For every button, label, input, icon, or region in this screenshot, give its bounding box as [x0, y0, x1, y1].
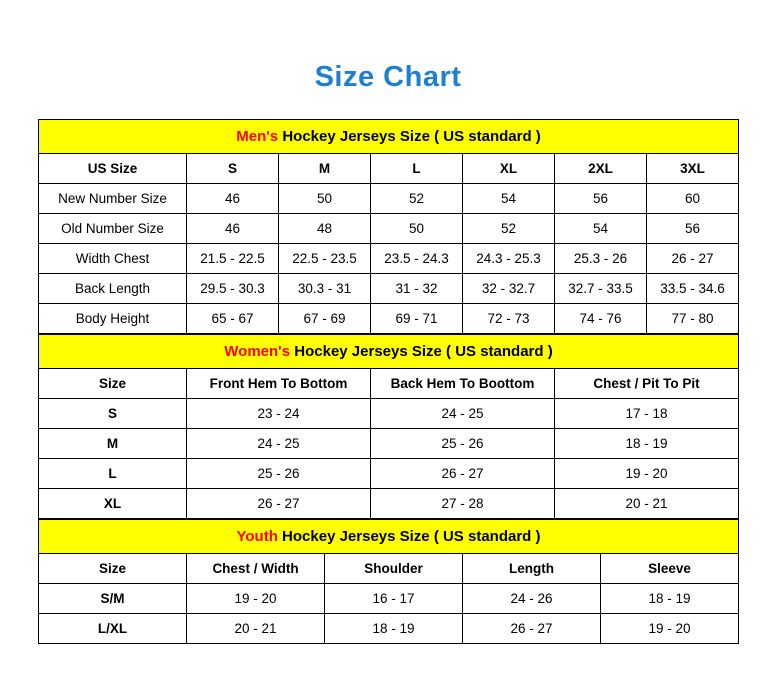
- mens-header-cell: XL: [463, 153, 555, 183]
- table-cell: 22.5 - 23.5: [279, 243, 371, 273]
- womens-header-cell: Chest / Pit To Pit: [555, 368, 739, 398]
- youth-banner-rest: Hockey Jerseys Size ( US standard ): [277, 527, 541, 545]
- table-cell: 29.5 - 30.3: [187, 273, 279, 303]
- row-label: XL: [39, 488, 187, 518]
- table-header-row: [39, 553, 739, 583]
- table-banner-row: [39, 119, 739, 153]
- table-cell: 52: [371, 183, 463, 213]
- table-cell: 25.3 - 26: [555, 243, 647, 273]
- table-cell: 30.3 - 31: [279, 273, 371, 303]
- table-cell: 21.5 - 22.5: [187, 243, 279, 273]
- table-cell: 74 - 76: [555, 303, 647, 333]
- table-cell: 26 - 27: [647, 243, 739, 273]
- table-row: [39, 428, 739, 458]
- womens-header-cell: Size: [39, 368, 187, 398]
- row-label: L: [39, 458, 187, 488]
- mens-header-cell: US Size: [39, 153, 187, 183]
- table-cell: 65 - 67: [187, 303, 279, 333]
- table-cell: 20 - 21: [555, 488, 739, 518]
- table-cell: 54: [555, 213, 647, 243]
- table-cell: 25 - 26: [371, 428, 555, 458]
- table-row: [39, 273, 739, 303]
- table-cell: 46: [187, 183, 279, 213]
- table-cell: 56: [555, 183, 647, 213]
- womens-header-cell: Front Hem To Bottom: [187, 368, 371, 398]
- youth-banner: [39, 519, 739, 553]
- row-label: S/M: [39, 583, 187, 613]
- table-cell: 24 - 25: [187, 428, 371, 458]
- table-cell: 18 - 19: [601, 583, 739, 613]
- mens-size-table: [38, 119, 739, 334]
- table-cell: 56: [647, 213, 739, 243]
- row-label: L/XL: [39, 613, 187, 643]
- table-cell: 32.7 - 33.5: [555, 273, 647, 303]
- table-cell: 32 - 32.7: [463, 273, 555, 303]
- table-cell: 16 - 17: [325, 583, 463, 613]
- youth-size-table: [38, 519, 739, 644]
- table-cell: 33.5 - 34.6: [647, 273, 739, 303]
- womens-size-table: [38, 334, 739, 519]
- table-row: [39, 488, 739, 518]
- womens-banner: [39, 334, 739, 368]
- table-cell: 24 - 26: [463, 583, 601, 613]
- table-cell: 26 - 27: [463, 613, 601, 643]
- table-cell: 60: [647, 183, 739, 213]
- table-cell: 24 - 25: [371, 398, 555, 428]
- youth-header-cell: Chest / Width: [187, 553, 325, 583]
- table-cell: 54: [463, 183, 555, 213]
- table-header-row: [39, 368, 739, 398]
- table-row: [39, 613, 739, 643]
- table-cell: 19 - 20: [555, 458, 739, 488]
- youth-header-cell: Length: [463, 553, 601, 583]
- row-label: M: [39, 428, 187, 458]
- size-tables-container: [38, 119, 738, 644]
- mens-banner-rest: Hockey Jerseys Size ( US standard ): [278, 127, 541, 145]
- table-cell: 31 - 32: [371, 273, 463, 303]
- table-cell: 48: [279, 213, 371, 243]
- youth-header-cell: Sleeve: [601, 553, 739, 583]
- row-label: Body Height: [39, 303, 187, 333]
- table-banner-row: [39, 334, 739, 368]
- youth-banner-accent: Youth: [236, 527, 278, 545]
- table-row: [39, 213, 739, 243]
- table-row: [39, 243, 739, 273]
- table-cell: 67 - 69: [279, 303, 371, 333]
- table-cell: 19 - 20: [601, 613, 739, 643]
- table-cell: 25 - 26: [187, 458, 371, 488]
- mens-banner-accent: Men's: [236, 127, 279, 145]
- youth-header-cell: Size: [39, 553, 187, 583]
- table-cell: 72 - 73: [463, 303, 555, 333]
- row-label: Back Length: [39, 273, 187, 303]
- table-cell: 17 - 18: [555, 398, 739, 428]
- table-cell: 19 - 20: [187, 583, 325, 613]
- table-cell: 26 - 27: [371, 458, 555, 488]
- page-title: Size Chart: [314, 61, 462, 93]
- youth-header-cell: Shoulder: [325, 553, 463, 583]
- row-label: New Number Size: [39, 183, 187, 213]
- mens-header-cell: 2XL: [555, 153, 647, 183]
- mens-header-cell: 3XL: [647, 153, 739, 183]
- table-banner-row: [39, 519, 739, 553]
- table-cell: 50: [371, 213, 463, 243]
- table-cell: 20 - 21: [187, 613, 325, 643]
- table-row: [39, 583, 739, 613]
- table-cell: 26 - 27: [187, 488, 371, 518]
- table-cell: 69 - 71: [371, 303, 463, 333]
- table-cell: 24.3 - 25.3: [463, 243, 555, 273]
- table-header-row: [39, 153, 739, 183]
- table-cell: 18 - 19: [555, 428, 739, 458]
- mens-header-cell: S: [187, 153, 279, 183]
- row-label: Width Chest: [39, 243, 187, 273]
- table-cell: 50: [279, 183, 371, 213]
- row-label: S: [39, 398, 187, 428]
- table-row: [39, 458, 739, 488]
- table-cell: 77 - 80: [647, 303, 739, 333]
- table-cell: 23.5 - 24.3: [371, 243, 463, 273]
- table-cell: 18 - 19: [325, 613, 463, 643]
- womens-banner-rest: Hockey Jerseys Size ( US standard ): [290, 342, 553, 360]
- mens-banner: [39, 119, 739, 153]
- table-row: [39, 398, 739, 428]
- womens-header-cell: Back Hem To Boottom: [371, 368, 555, 398]
- table-cell: 52: [463, 213, 555, 243]
- row-label: Old Number Size: [39, 213, 187, 243]
- table-row: [39, 303, 739, 333]
- womens-banner-accent: Women's: [224, 342, 291, 360]
- table-cell: 46: [187, 213, 279, 243]
- mens-header-cell: L: [371, 153, 463, 183]
- table-row: [39, 183, 739, 213]
- mens-header-cell: M: [279, 153, 371, 183]
- table-cell: 27 - 28: [371, 488, 555, 518]
- table-cell: 23 - 24: [187, 398, 371, 428]
